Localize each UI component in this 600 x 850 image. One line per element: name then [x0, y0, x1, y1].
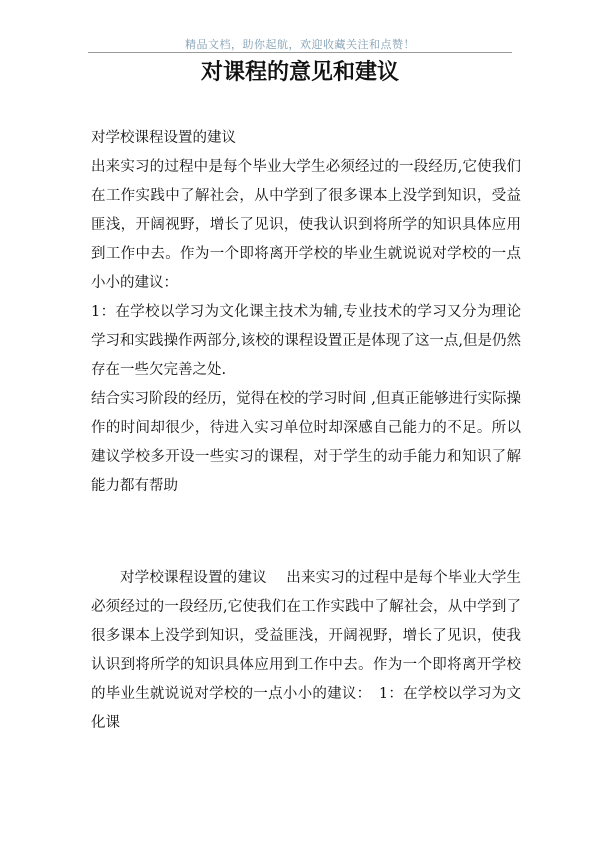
document-body: [91, 124, 521, 738]
header-note: 精品文档，助你起航，欢迎收藏关注和点赞！: [185, 38, 415, 51]
section-heading: 对学校课程设置的建议: [91, 130, 236, 146]
paragraph-reflection: 结合实习阶段的经历，觉得在校的学习时间 ,但真正能够进行实际操作的时间却很少，待进入实习单位时却深感自己能力的不足。所以建议学校多开设一些实习的课程，对于学生的动手能力和知识了解能力都有帮助: [91, 391, 521, 494]
summary-paragraph: 对学校课程设置的建议 出来实习的过程中是每个毕业大学生必须经过的一段经历,它使我们在工作实践中了解社会，从中学到了很多课本上没学到知识，受益匪浅，开阔视野，增长了见识，使我认识到将所学的知识具体应用到工作中去。作为一个即将离开学校的毕业生就说说对学校的一点小小的建议： 1：在学校以学习为文化课: [91, 570, 521, 731]
section-spacer: [91, 501, 521, 564]
document-title: 对课程的意见和建议: [200, 59, 399, 85]
paragraph-intro: 出来实习的过程中是每个毕业大学生必须经过的一段经历,它使我们在工作实践中了解社会，从中学到了很多课本上没学到知识，受益匪浅，开阔视野，增长了见识，使我认识到将所学的知识具体应用到工作中去。作为一个即将离开学校的毕业生就说说对学校的一点小小的建议：: [91, 159, 521, 291]
paragraph-point-1: 1：在学校以学习为文化课主技术为辅,专业技术的学习又分为理论学习和实践操作两部分,该校的课程设置正是体现了这一点,但是仍然存在一些欠完善之处.: [91, 304, 521, 378]
header-divider: [88, 52, 512, 53]
